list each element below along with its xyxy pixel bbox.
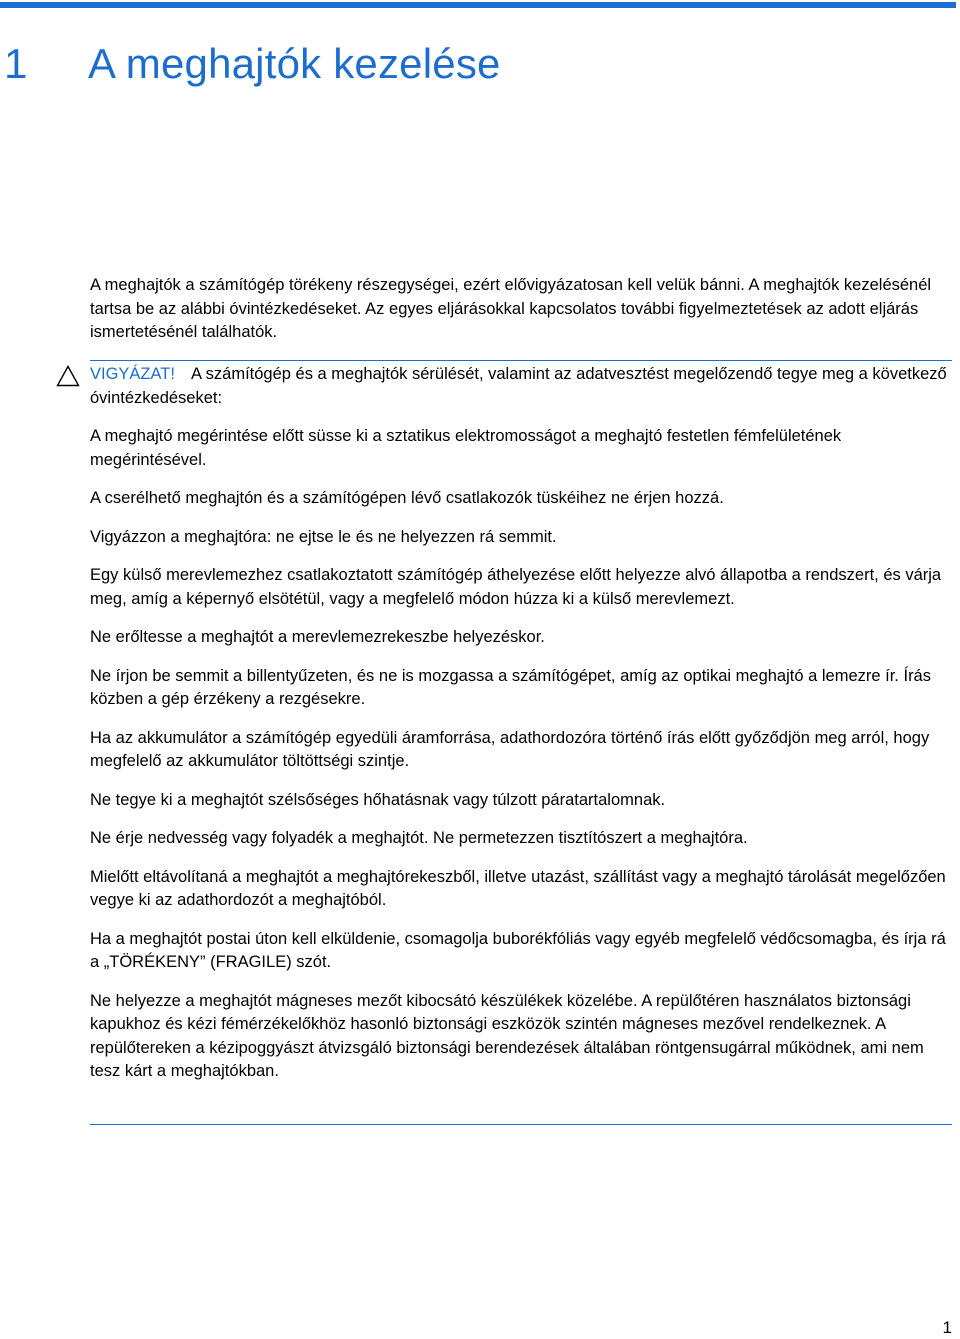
caution-item: A meghajtó megérintése előtt süsse ki a sztatikus elektromosságot a meghajtó festetlen fémfelületének megérintésével.	[90, 427, 842, 469]
caution-label: VIGYÁZAT!	[90, 365, 175, 383]
intro-paragraph: A meghajtók a számítógép törékeny részegységei, ezért elővigyázatosan kell velük bánni. A meghajtók kezelésénél tartsa be az alábbi óvintézkedéseket. Az egyes eljárásokkal kapcsolatos további figyelmeztetések az adott eljárás ismertetésénél találhatók.	[90, 276, 932, 341]
caution-item: Ne írjon be semmit a billentyűzeten, és ne is mozgassa a számítógépet, amíg az optikai meghajtó a lemezre ír. Írás közben a gép érzékeny a rezgésekre.	[90, 666, 931, 708]
caution-item: Ha a meghajtót postai úton kell elküldenie, csomagolja buborékfóliás vagy egyéb megfelelő védőcsomagba, és írja rá a „TÖRÉKENY” (FRAGILE) szót.	[90, 929, 946, 971]
header-rule	[0, 2, 956, 8]
caution-block	[90, 363, 956, 1084]
caution-item: Ne helyezze a meghajtót mágneses mezőt kibocsátó készülékek közelébe. A repülőtéren használatos biztonsági kapukhoz és kézi fémérzékelőkhöz hasonló biztonsági eszközök szintén mágneses mezővel rendelkeznek. A repülőtereken a kézipoggyászt átvizsgáló biztonsági berendezések általában röntgensugárral működnek, ami nem tesz kárt a meghajtókban.	[90, 991, 924, 1080]
chapter-number: 1	[4, 40, 28, 88]
caution-item: Ne erőltesse a meghajtót a merevlemezrekeszbe helyezéskor.	[90, 628, 545, 646]
chapter-title	[4, 40, 501, 88]
caution-item: Egy külső merevlemezhez csatlakoztatott számítógép áthelyezése előtt helyezze alvó állapotba a rendszert, és várja meg, amíg a képernyő elsötétül, vagy a megfelelő módon húzza ki a külső merevlemezt.	[90, 566, 942, 608]
caution-item: Vigyázzon a meghajtóra: ne ejtse le és ne helyezzen rá semmit.	[90, 527, 557, 546]
caution-item: Ne érje nedvesség vagy folyadék a meghajtót. Ne permetezzen tisztítószert a meghajtóra.	[90, 829, 748, 847]
caution-lead-text: A számítógép és a meghajtók sérülését, valamint az adatvesztést megelőzendő tegye meg a következő óvintézkedéseket:	[90, 365, 947, 407]
caution-lead	[90, 363, 956, 410]
caution-item: Ne tegye ki a meghajtót szélsőséges hőhatásnak vagy túlzott páratartalomnak.	[90, 790, 666, 809]
caution-item: A cserélhető meghajtón és a számítógépen lévő csatlakozók tüskéihez ne érjen hozzá.	[90, 489, 724, 507]
warning-triangle-icon	[56, 365, 80, 387]
caution-item: Mielőtt eltávolítaná a meghajtót a meghajtórekeszből, illetve utazást, szállítást vagy a meghajtó tárolását megelőzően vegye ki az adathordozót a meghajtóból.	[90, 867, 946, 909]
page-number: 1	[942, 1318, 952, 1337]
chapter-title-text: A meghajtók kezelése	[88, 40, 501, 88]
caution-top-rule	[90, 360, 952, 361]
caution-bottom-rule	[90, 1124, 952, 1125]
caution-item: Ha az akkumulátor a számítógép egyedüli áramforrása, adathordozóra történő írás előtt győződjön meg arról, hogy megfelelő az akkumulátor töltöttségi szintje.	[90, 728, 930, 770]
intro-section	[90, 274, 956, 345]
